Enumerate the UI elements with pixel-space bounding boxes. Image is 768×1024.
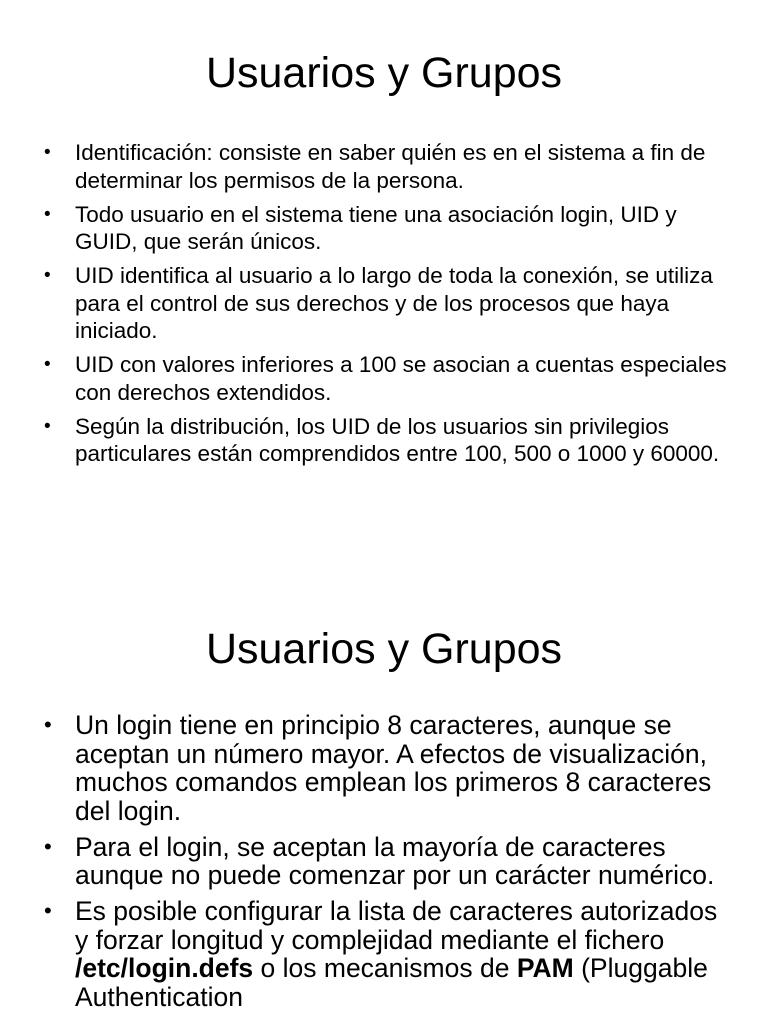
bullet-icon: • [44, 898, 52, 923]
bullet-text: Según la distribución, los UID de los usuarios sin privilegios particulares están comprendidos entre 100, 500 o 1000 y 60000. [75, 413, 720, 466]
bullet-item [44, 139, 734, 194]
bullet-text: Para el login, se aceptan la mayoría de caracteres aunque no puede comenzar por un carácter numérico. [75, 831, 715, 890]
bullet-text: Un login tiene en principio 8 caracteres, aunque se aceptan un número mayor. A efectos de visualización, muchos comandos emplean los primeros 8 caracteres del login. [75, 710, 712, 826]
bullet-item [44, 413, 734, 468]
bullet-icon: • [44, 265, 51, 286]
slide-title: Usuarios y Grupos [205, 625, 563, 673]
bullet-text: Todo usuario en el sistema tiene una asociación login, UID y GUID, que serán únicos. [75, 201, 677, 254]
slide-2 [0, 576, 768, 1024]
bullet-icon: • [44, 203, 51, 225]
slide-title: Usuarios y Grupos [205, 49, 563, 97]
bullet-item [44, 833, 734, 890]
bullet-item [44, 897, 734, 1011]
bullet-text: UID identifica al usuario a lo largo de toda la conexión, se utiliza para el control de sus derechos y de los procesos que haya iniciado. [75, 263, 713, 343]
bullet-text-part: (Pluggable Authentication [75, 953, 708, 1012]
file-path: /etc/login.defs [75, 953, 254, 983]
bullet-list [44, 711, 734, 1019]
bullet-item [44, 351, 734, 406]
bullet-list [44, 139, 734, 474]
bullet-text-part: Es posible configurar la lista de caracteres autorizados y forzar longitud y complejidad mediante el fichero [75, 896, 718, 955]
bullet-text: Identificación: consiste en saber quién es en el sistema a fin de determinar los permisos de la persona. [75, 140, 706, 193]
bullet-icon: • [44, 354, 51, 375]
bullet-icon: • [44, 712, 52, 737]
bullet-text-part: o los mecanismos de [253, 953, 517, 983]
pam-term: PAM [516, 953, 574, 983]
bullet-item [44, 711, 734, 825]
bullet-text: UID con valores inferiores a 100 se asocian a cuentas especiales con derechos extendidos. [75, 352, 727, 405]
bullet-icon: • [44, 142, 51, 163]
bullet-icon: • [44, 833, 52, 859]
bullet-icon: • [44, 415, 51, 437]
bullet-item [44, 201, 734, 256]
bullet-item [44, 262, 734, 345]
bullet-text [75, 896, 717, 1012]
